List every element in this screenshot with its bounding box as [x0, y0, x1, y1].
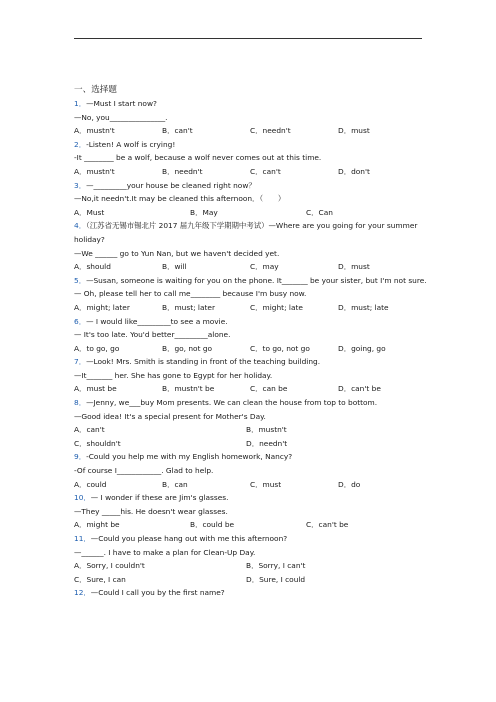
question-item [74, 179, 424, 220]
options-row [74, 478, 424, 492]
header-rule [74, 38, 422, 39]
option: A．must be [74, 384, 117, 394]
option: B．can [162, 479, 188, 489]
section-title: 一、选择题 [74, 85, 117, 95]
option: C．must [250, 479, 282, 489]
options-row [74, 437, 424, 451]
option: D．must; late [338, 302, 389, 312]
question-stem [74, 179, 424, 193]
question-item [74, 355, 424, 396]
question-text: —They _____his. He doesn't wear glasses. [74, 506, 228, 516]
question-number: 6． [74, 316, 87, 326]
options-row [74, 206, 424, 220]
options-row [74, 518, 424, 532]
question-stem [74, 97, 424, 111]
option: B．must; later [162, 302, 215, 312]
option: A．might be [74, 520, 120, 530]
option: C．might; late [250, 302, 303, 312]
dialogue-line [74, 287, 424, 301]
question-number: 10． [74, 493, 91, 503]
question-number: 1． [74, 99, 87, 108]
option: A．can't [74, 425, 105, 435]
question-stem [74, 586, 424, 600]
question-text: —Look! Mrs. Smith is standing in front of the teaching building. [86, 357, 321, 367]
option: D．must [338, 262, 370, 272]
option: C．can't be [306, 520, 349, 530]
question-text: -Could you help me with my English homework, Nancy? [86, 452, 293, 462]
options-row [74, 559, 424, 573]
option: C．may [250, 262, 279, 272]
dialogue-line [74, 192, 424, 206]
question-number: 3． [74, 180, 87, 190]
question-number: 11． [74, 534, 91, 543]
question-number: 2． [74, 139, 87, 149]
option: B．Sorry, I can't [246, 561, 306, 571]
option: B．can't [162, 126, 193, 136]
question-text: —No, you_______________. [74, 112, 168, 122]
options-row [74, 165, 424, 179]
options-row [74, 342, 424, 356]
option: D．needn't [246, 438, 288, 448]
dialogue-line [74, 464, 424, 478]
question-text: — Oh, please tell her to call me________ because I'm busy now. [74, 289, 307, 299]
option: C．shouldn't [74, 438, 121, 448]
question-item [74, 532, 424, 586]
dialogue-line [74, 369, 424, 383]
question-stem [74, 450, 424, 464]
question-text: -Of course I____________. Glad to help. [74, 466, 214, 476]
dialogue-line [74, 505, 424, 519]
question-text: —We ______ go to Yun Nan, but we haven't decided yet. [74, 248, 280, 258]
option: D．do [338, 479, 361, 489]
option: A．Must [74, 207, 105, 217]
dialogue-line [74, 410, 424, 424]
question-stem [74, 491, 424, 505]
question-number: 5． [74, 275, 87, 285]
question-number: 8． [74, 398, 87, 408]
question-number: 7． [74, 357, 87, 367]
question-stem [74, 315, 424, 329]
options-row [74, 423, 424, 437]
question-item [74, 274, 427, 315]
option: B．go, not go [162, 343, 213, 353]
option: A．mustn't [74, 166, 115, 176]
option: B．will [162, 262, 187, 272]
option: D．going, go [338, 343, 386, 353]
options-row [74, 382, 424, 396]
question-stem [74, 396, 424, 410]
option: A．should [74, 262, 111, 272]
option: D．can't be [338, 384, 381, 394]
question-text: —Could I call you by the first name? [90, 588, 225, 598]
dialogue-line [74, 247, 424, 261]
option: B．could be [190, 520, 235, 530]
option: C．Can [306, 207, 333, 217]
option: B．needn't [162, 166, 203, 176]
option: B．May [190, 207, 218, 217]
option: A．to go, go [74, 343, 120, 353]
question-stem [74, 274, 427, 288]
question-number: 9． [74, 452, 87, 462]
question-stem [74, 219, 424, 246]
question-number: 4． [74, 221, 87, 231]
question-text: —Susan, someone is waiting for you on the phone. It_______ be your sister, but I'm not sure. [86, 275, 427, 285]
option: C．Sure, I can [74, 574, 126, 584]
question-text: —No,it needn't.It may be cleaned this afternoon．（ ） [74, 194, 286, 204]
question-item [74, 396, 424, 450]
question-item [74, 450, 424, 491]
option: D．Sure, I could [246, 574, 306, 584]
question-item [74, 138, 424, 179]
option: A．Sorry, I couldn't [74, 561, 145, 571]
option: A．mustn't [74, 126, 115, 136]
options-row [74, 260, 424, 274]
options-row [74, 301, 424, 315]
options-row [74, 124, 424, 138]
option: C．can be [250, 384, 288, 394]
option: A．could [74, 479, 107, 489]
question-text: —Must I start now? [86, 99, 157, 108]
option: D．must [338, 126, 370, 136]
question-stem [74, 138, 424, 152]
question-text: —It_______ her. She has gone to Egypt for her holiday. [74, 370, 273, 380]
question-text: —______. I have to make a plan for Clean-Up Day. [74, 547, 256, 557]
question-number: 12． [74, 588, 91, 598]
dialogue-line [74, 151, 424, 165]
dialogue-line [74, 546, 424, 560]
option: C．to go, not go [250, 343, 310, 353]
option: C．can't [250, 166, 281, 176]
question-item [74, 491, 424, 532]
question-text: -Listen! A wolf is crying! [86, 139, 176, 149]
question-text: — I would like_________to see a movie. [86, 316, 228, 326]
dialogue-line [74, 328, 424, 342]
option: A．might; later [74, 302, 130, 312]
question-text: —Jenny, we___buy Mom presents. We can clean the house from top to bottom. [86, 398, 378, 408]
question-text: — I wonder if these are Jim's glasses. [90, 493, 229, 503]
question-text: （江苏省无锡市锡北片 2017 届九年级下学期期中考试）—Where are you going for your summer holiday? [74, 221, 418, 244]
question-item [74, 315, 424, 356]
question-item [74, 586, 424, 600]
option: B．mustn't [246, 425, 287, 435]
question-text: —_________your house be cleaned right now？ [86, 180, 256, 190]
question-text: —Could you please hang out with me this afternoon? [90, 534, 288, 543]
question-item [74, 97, 424, 138]
question-stem [74, 532, 424, 546]
question-item [74, 219, 424, 273]
question-text: — It's too late. You'd better_________alone. [74, 330, 231, 340]
dialogue-line [74, 111, 424, 125]
question-stem [74, 355, 424, 369]
question-text: -It ________ be a wolf, because a wolf never comes out at this time. [74, 153, 322, 163]
options-row [74, 573, 424, 587]
question-list [74, 84, 427, 600]
option: C．needn't [250, 126, 291, 136]
option: B．mustn't be [162, 384, 215, 394]
option: D．don't [338, 166, 370, 176]
question-text: —Good idea! It's a special present for Mother's Day. [74, 411, 266, 421]
